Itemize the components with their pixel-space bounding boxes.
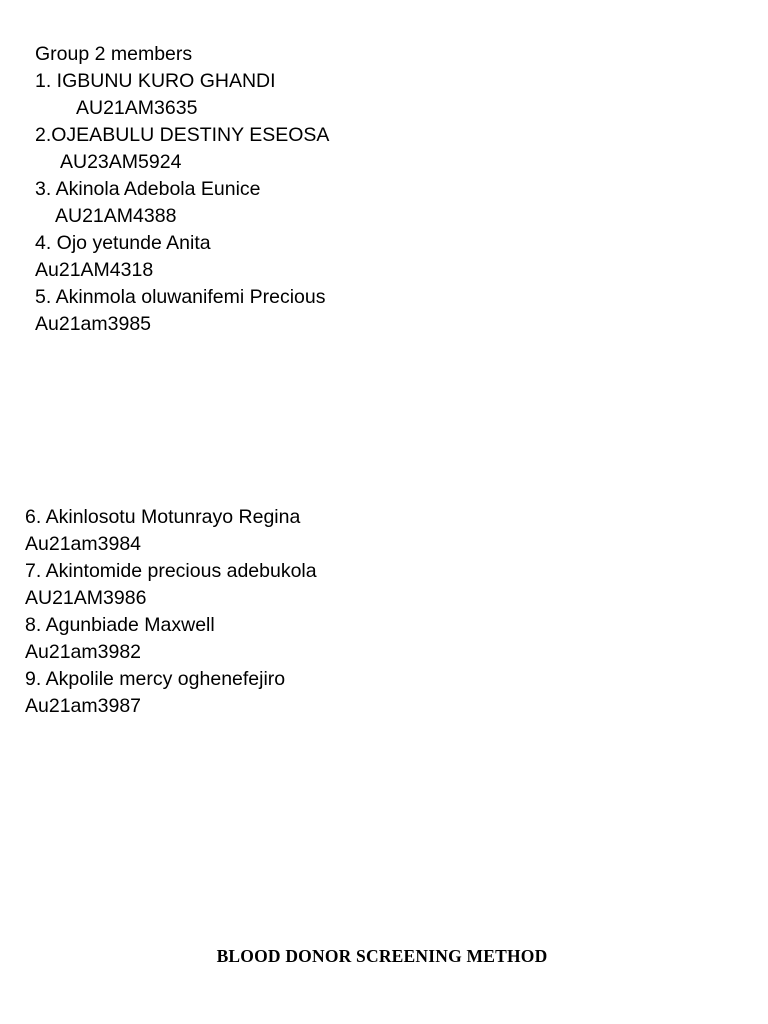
member-5-name: 5. Akinmola oluwanifemi Precious [35,286,326,308]
member-1-id: AU21AM3635 [76,97,198,119]
member-8-name: 8. Agunbiade Maxwell [25,614,215,636]
group-title: Group 2 members [35,43,193,65]
member-7-id: AU21AM3986 [25,587,147,609]
member-6-id: Au21am3984 [25,533,142,555]
member-3-id: AU21AM4388 [55,205,177,227]
member-4-id: Au21AM4318 [35,259,154,281]
member-3-name: 3. Akinola Adebola Eunice [35,178,261,200]
member-2-id: AU23AM5924 [60,151,182,173]
member-6-name: 6. Akinlosotu Motunrayo Regina [25,506,301,528]
member-9-id: Au21am3987 [25,695,142,717]
member-8-id: Au21am3982 [25,641,142,663]
member-2-name: 2.OJEABULU DESTINY ESEOSA [35,124,330,146]
member-9-name: 9. Akpolile mercy oghenefejiro [25,668,286,690]
member-7-name: 7. Akintomide precious adebukola [25,560,317,582]
member-1-name: 1. IGBUNU KURO GHANDI [35,70,276,92]
member-5-id: Au21am3985 [35,313,152,335]
section-heading: BLOOD DONOR SCREENING METHOD [216,946,548,966]
member-4-name: 4. Ojo yetunde Anita [35,232,211,254]
